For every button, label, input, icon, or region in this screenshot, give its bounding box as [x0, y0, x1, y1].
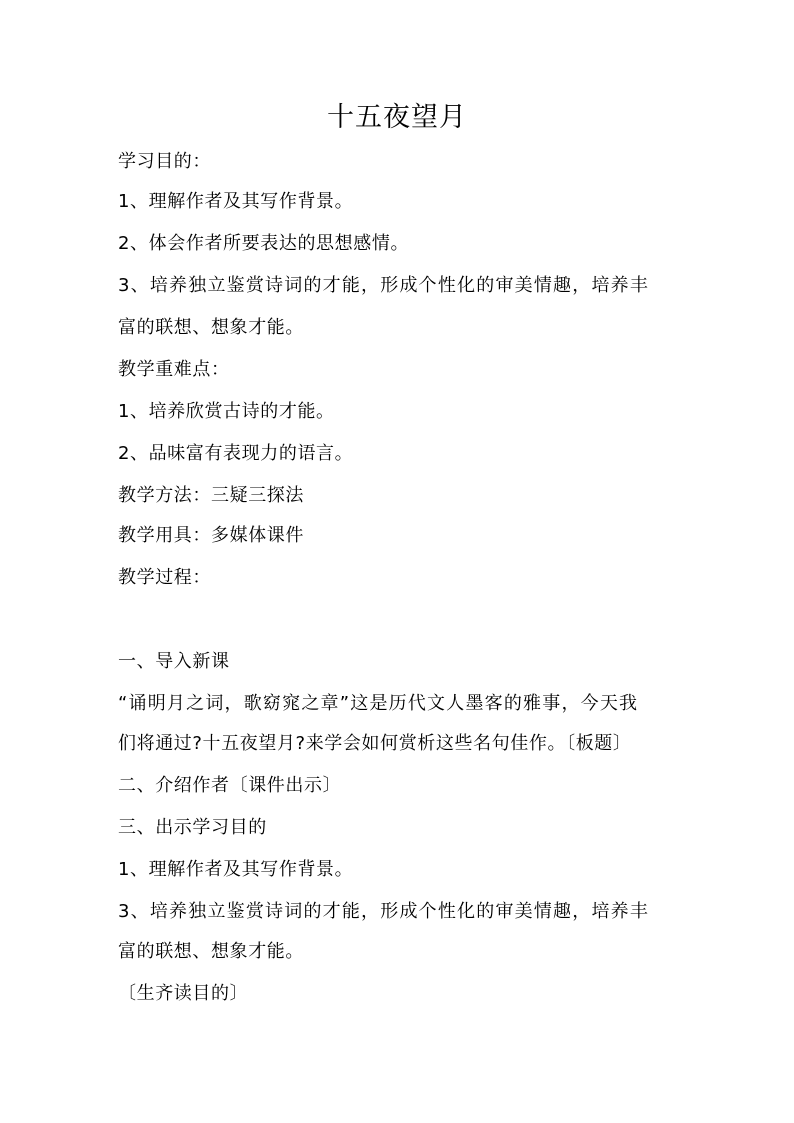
- process-step-heading: 一、导入新课: [118, 651, 230, 672]
- process-note: 〔生齐读目的〕: [118, 983, 249, 1004]
- process-paragraph-continued: 们将通过?十五夜望月?来学会如何赏析这些名句佳作。〔板题〕: [118, 733, 632, 754]
- process-step-heading: 二、介绍作者〔课件出示〕: [118, 775, 342, 796]
- key-point-item: 2、品味富有表现力的语言。: [118, 443, 354, 464]
- objective-item-continued: 富的联想、想象才能。: [118, 317, 304, 338]
- process-paragraph: “诵明月之词，歌窈窕之章”这是历代文人墨客的雅事，今天我: [118, 693, 639, 714]
- objective-item: 2、体会作者所要表达的思想感情。: [118, 233, 410, 254]
- teaching-tools: 教学用具：多媒体课件: [118, 525, 304, 546]
- objective-item: 3、培养独立鉴赏诗词的才能，形成个性化的审美情趣，培养丰: [118, 275, 650, 296]
- objective-item: 1、理解作者及其写作背景。: [118, 859, 354, 880]
- objective-item: 1、理解作者及其写作背景。: [118, 191, 354, 212]
- process-step-heading: 三、出示学习目的: [118, 817, 267, 838]
- document-title: 十五夜望月: [327, 102, 467, 133]
- key-point-item: 1、培养欣赏古诗的才能。: [118, 401, 335, 422]
- section-heading-process: 教学过程：: [118, 567, 211, 588]
- section-heading-key-points: 教学重难点：: [118, 359, 230, 380]
- section-heading-objectives: 学习目的：: [118, 151, 211, 172]
- objective-item: 3、培养独立鉴赏诗词的才能，形成个性化的审美情趣，培养丰: [118, 901, 650, 922]
- objective-item-continued: 富的联想、想象才能。: [118, 941, 304, 962]
- teaching-method: 教学方法：三疑三探法: [118, 485, 304, 506]
